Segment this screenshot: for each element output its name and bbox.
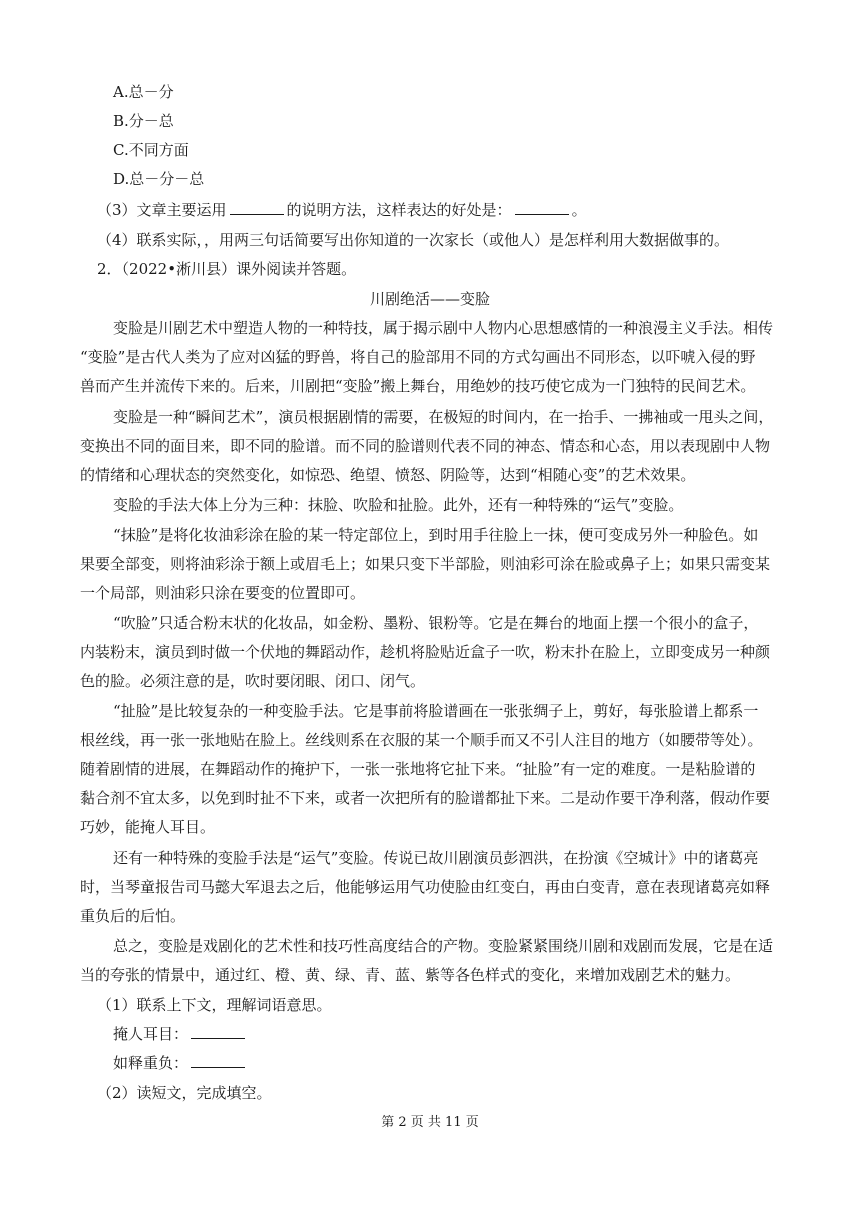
- paragraph-line: “变脸”是古代人类为了应对凶猛的野兽，将自己的脸部用不同的方式勾画出不同形态，以吓唬入侵的野: [80, 348, 756, 366]
- option-d: D.总－分－总: [113, 170, 205, 188]
- question-3-text-before: （3）文章主要运用: [97, 201, 227, 219]
- paragraph-line: “吹脸”只适合粉末状的化妆品，如金粉、墨粉、银粉等。它是在舞台的地面上摆一个很小的盒子，: [113, 614, 759, 632]
- sub-question-1: （1）联系上下文，理解词语意思。: [97, 996, 332, 1014]
- paragraph-line: 的情绪和心理状态的突然变化，如惊恐、绝望、愤怒、阴险等，达到“相随心变”的艺术效果。: [80, 466, 696, 484]
- paragraph-line: 总之，变脸是戏剧化的艺术性和技巧性高度结合的产物。变脸紧紧围绕川剧和戏剧而发展，它是在适: [113, 937, 774, 955]
- option-c: C.不同方面: [113, 141, 189, 159]
- paragraph-line: 时，当琴童报告司马懿大军退去之后，他能够运用气功使脸由红变白，再由白变青，意在表现诸葛亮如释: [80, 878, 771, 896]
- term-1: [113, 1019, 813, 1049]
- paragraph-line: 黏合剂不宜太多，以免到时扯不下来，或者一次把所有的脸谱都扯下来。二是动作要干净利落，假动作要: [80, 789, 771, 807]
- question-3-text-after: 。: [571, 201, 587, 219]
- article-title: 川剧绝活——变脸: [369, 290, 490, 308]
- option-a: A.总－分: [113, 83, 174, 101]
- term-1-label: 掩人耳目：: [113, 1025, 189, 1043]
- answer-blank[interactable]: [515, 200, 569, 215]
- paragraph-line: “抹脸”是将化妆油彩涂在脸的某一特定部位上，到时用手往脸上一抹，便可变成另外一种脸色。如: [113, 526, 759, 544]
- paragraph-line: 果要全部变，则将油彩涂于额上或眉毛上；如果只变下半部脸，则油彩可涂在脸或鼻子上；如果只需变某: [80, 555, 771, 573]
- question-4: （4）联系实际，，用两三句话简要写出你知道的一次家长（或他人）是怎样利用大数据做事的。: [97, 231, 730, 249]
- paragraph-line: “扯脸”是比较复杂的一种变脸手法。它是事前将脸谱画在一张张绸子上，剪好，每张脸谱上都系一: [113, 702, 759, 720]
- page-footer: 第 2 页 共 11 页: [381, 1115, 479, 1130]
- paragraph-line: 随着剧情的进展，在舞蹈动作的掩护下，一张一张地将它扯下来。“扯脸”有一定的难度。一是粘脸谱的: [80, 760, 756, 778]
- term-2-label: 如释重负：: [113, 1054, 189, 1072]
- paragraph-line: 变脸是川剧艺术中塑造人物的一种特技，属于揭示剧中人物内心思想感情的一种浪漫主义手法。相传: [113, 319, 774, 337]
- answer-blank[interactable]: [191, 1053, 245, 1068]
- answer-blank[interactable]: [230, 200, 284, 215]
- paragraph-line: 变换出不同的面目来，即不同的脸谱。而不同的脸谱则代表不同的神态、情态和心态，用以表现剧中人物: [80, 437, 771, 455]
- question-2-header: 2．（2022•淅川县）课外阅读并答题。: [97, 260, 357, 278]
- paragraph-line: 还有一种特殊的变脸手法是“运气”变脸。传说已故川剧演员彭泗洪，在扮演《空城计》中的诸葛亮: [113, 849, 759, 867]
- paragraph-line: 内装粉末，演员到时做一个伏地的舞蹈动作，趁机将脸贴近盒子一吹，粉末扑在脸上，立即变成另一种颜: [80, 643, 771, 661]
- answer-blank[interactable]: [191, 1024, 245, 1039]
- question-3: [97, 195, 797, 225]
- question-3-text-middle: 的说明方法，这样表达的好处是：: [286, 201, 512, 219]
- paragraph-line: 色的脸。必须注意的是，吹时要闭眼、闭口、闭气。: [80, 672, 426, 690]
- paragraph-line: 变脸是一种“瞬间艺术”，演员根据剧情的需要，在极短的时间内，在一抬手、一拂袖或一甩头之间，: [113, 408, 774, 426]
- paragraph-line: 兽而产生并流传下来的。后来，川剧把“变脸”搬上舞台，用绝妙的技巧使它成为一门独特的民间艺术。: [80, 377, 756, 395]
- paragraph-line: 一个局部，则油彩只涂在要变的位置即可。: [80, 584, 366, 602]
- paragraph-line: 巧妙，能掩人耳目。: [80, 818, 216, 836]
- option-b: B.分－总: [113, 112, 174, 130]
- sub-question-2: （2）读短文，完成填空。: [97, 1084, 272, 1102]
- paragraph-line: 根丝线，再一张一张地贴在脸上。丝线则系在衣服的某一个顺手而又不引人注目的地方（如腰带等处）。: [80, 731, 763, 749]
- paragraph-line: 当的夸张的情景中，通过红、橙、黄、绿、青、蓝、紫等各色样式的变化，来增加戏剧艺术的魅力。: [80, 966, 741, 984]
- term-2: [113, 1048, 813, 1078]
- paragraph-line: 重负后的后怕。: [80, 907, 186, 925]
- paragraph-line: 变脸的手法大体上分为三种：抹脸、吹脸和扯脸。此外，还有一种特殊的“运气”变脸。: [113, 496, 684, 514]
